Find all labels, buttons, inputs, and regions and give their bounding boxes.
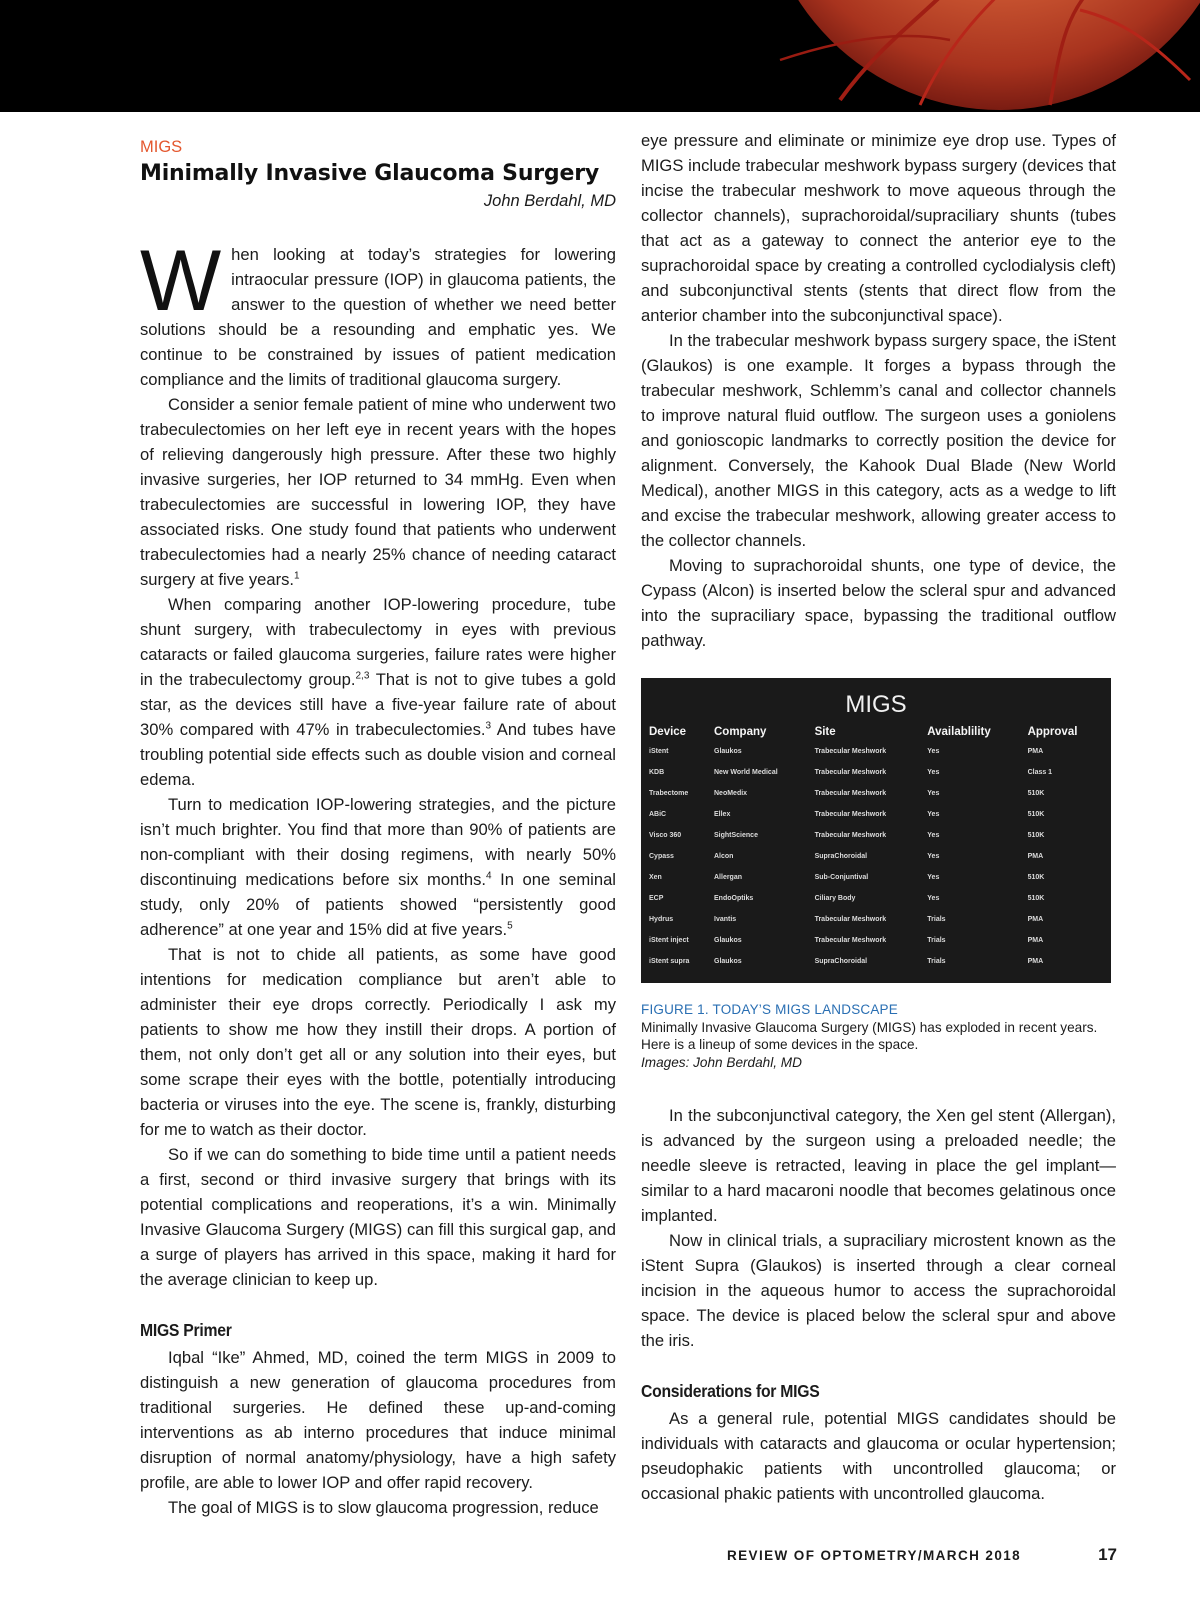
table-header-cell: Company [714, 726, 767, 738]
paragraph-intro [140, 233, 616, 392]
table-row [649, 783, 1107, 804]
migs-figure [641, 678, 1111, 983]
table-cell: Yes [927, 852, 940, 860]
caption-credit: Images: John Berdahl, MD [641, 1054, 802, 1070]
migs-table [649, 724, 1107, 972]
table-cell: Yes [927, 873, 940, 881]
paragraph: That is not to chide all patients, as some have good intentions for medication compliance but aren’t able to administer their eye drops correctly. Periodically I ask my patients to show me how they instill their drops. A portion of them, not only don’t get all or any solution into their eyes, but some scrape their eyes with the bottle, potentially introducing bacteria or viruses into the eye. The scene is, frankly, disturbing for me to watch as their doctor. [140, 945, 616, 1139]
table-cell: Trabecular Meshwork [814, 789, 887, 797]
table-cell: SupraChoroidal [814, 852, 868, 860]
footnote-ref: 1 [294, 570, 300, 582]
table-header-row [649, 724, 1107, 741]
table-cell: Ellex [714, 810, 731, 818]
table-cell: PMA [1027, 852, 1044, 860]
paragraph: In the trabecular meshwork bypass surgery space, the iStent (Glaukos) is one example. It forges a bypass through the trabecular meshwork, Schlemm’s canal and collector channels to improve natural fluid outflow. The surgeon uses a goniolens and gonioscopic landmarks to correctly position the device for alignment. Conversely, the Kahook Dual Blade (New World Medical), another MIGS in this category, acts as a wedge to lift and excise the trabecular meshwork, allowing greater access to the collector channels. [641, 331, 1116, 550]
paragraph [140, 792, 616, 942]
table-cell: 510K [1027, 789, 1045, 797]
table-row [649, 909, 1107, 930]
table-cell: ECP [649, 894, 664, 902]
table-cell: Yes [927, 768, 940, 776]
paragraph [140, 392, 616, 592]
paragraph-text: Consider a senior female patient of mine who underwent two trabeculectomies on her left eye in recent years with the hopes of relieving dangerously high pressure. After these two highly invasive surgeries, her IOP returned to 34 mmHg. Even when trabeculectomies are successful in lowering IOP, they have associated risks. One study found that patients who underwent trabeculectomies had a nearly 25% chance of needing cataract surgery at five years. [140, 395, 616, 589]
table-row [649, 762, 1107, 783]
table-row [649, 951, 1107, 972]
paragraph: The goal of MIGS is to slow glaucoma progression, reduce [168, 1498, 599, 1517]
table-cell: Glaukos [714, 957, 742, 965]
table-cell: Trabecular Meshwork [814, 915, 887, 923]
table-header-cell: Site [814, 726, 836, 738]
footnote-ref: 4 [486, 870, 492, 882]
table-body [649, 741, 1107, 972]
header-banner [0, 0, 1200, 112]
table-cell: Glaukos [714, 747, 742, 755]
left-column [140, 128, 616, 1520]
paragraph-text: Turn to medication IOP-lowering strategies, and the picture isn’t much brighter. You find that more than 90% of patients are non-compliant with their dosing regimens, with nearly 50% discontinuing medications before six months. [140, 795, 616, 889]
table-cell: Yes [927, 789, 940, 797]
table-cell: 510K [1027, 831, 1045, 839]
paragraph: So if we can do something to bide time until a patient needs a first, second or third invasive surgery that brings with its potential complications and reoperations, it’s a win. Minimally Invasive Glaucoma Surgery (MIGS) can fill this surgical gap, and a surge of players has arrived in this space, making it hard for the average clinician to keep up. [140, 1145, 616, 1289]
table-cell: Ivantis [714, 915, 737, 923]
table-cell: Xen [649, 873, 662, 881]
table-cell: New World Medical [714, 768, 778, 776]
table-cell: NeoMedix [714, 789, 748, 797]
table-cell: Trabecular Meshwork [814, 747, 887, 755]
paragraph: Moving to suprachoroidal shunts, one type of device, the Cypass (Alcon) is inserted below the scleral spur and advanced into the supraciliary space, bypassing the traditional outflow pathway. [641, 556, 1116, 650]
table-cell: Alcon [714, 852, 734, 860]
article-title: Minimally Invasive Glaucoma Surgery [140, 161, 599, 186]
table-row [649, 888, 1107, 909]
paragraph-intro-text: hen looking at today’s strategies for lowering intraocular pressure (IOP) in glaucoma patients, the answer to the question of whether we need better solutions should be a resounding and emphatic yes. We continue to be constrained by issues of patient medication compliance and the limits of traditional glaucoma surgery. [140, 245, 616, 389]
table-cell: 510K [1027, 810, 1045, 818]
table-cell: iStent [649, 747, 669, 755]
table-cell: Yes [927, 810, 940, 818]
table-cell: EndoOptiks [714, 894, 754, 902]
table-row [649, 930, 1107, 951]
table-header-cell: Approval [1027, 726, 1078, 738]
table-cell: Allergan [714, 873, 743, 881]
table-cell: PMA [1027, 957, 1044, 965]
paragraph: eye pressure and eliminate or minimize eye drop use. Types of MIGS include trabecular meshwork bypass surgery (devices that incise the trabecular meshwork to move aqueous through the collector channels), suprachoroidal/supraciliary shunts (tubes that act as a gateway to connect the anterior eye to the suprachoroidal space by creating a controlled cyclodialysis cleft) and subconjunctival stents (stents that direct flow from the anterior chamber into the subconjunctival space). [641, 131, 1116, 325]
table-cell: iStent inject [649, 936, 689, 944]
page-number: 17 [1098, 1545, 1117, 1564]
table-row [649, 825, 1107, 846]
table-cell: SightScience [714, 831, 758, 839]
footnote-ref: 3 [485, 720, 492, 732]
table-cell: Trabectome [649, 789, 689, 797]
table-cell: Trabecular Meshwork [814, 831, 887, 839]
caption-heading: FIGURE 1. TODAY’S MIGS LANDSCAPE [641, 1002, 898, 1017]
table-cell: Hydrus [649, 915, 674, 923]
paragraph: Iqbal “Ike” Ahmed, MD, coined the term MIGS in 2009 to distinguish a new generation of glaucoma procedures from traditional surgeries. He defined these up-and-coming interventions as ab interno procedures that induce minimal disruption of normal anatomy/physiology, have a high safety profile, are able to lower IOP and offer rapid recovery. [140, 1348, 616, 1492]
paragraph [140, 592, 616, 792]
table-row [649, 741, 1107, 762]
table-cell: Trabecular Meshwork [814, 768, 887, 776]
subhead-migs-primer: MIGS Primer [140, 1320, 232, 1340]
subhead-considerations: Considerations for MIGS [641, 1381, 820, 1401]
table-cell: 510K [1027, 894, 1045, 902]
table-header-cell: Device [649, 726, 687, 738]
table-cell: Trials [927, 957, 946, 965]
table-cell: Yes [927, 831, 940, 839]
table-cell: 510K [1027, 873, 1045, 881]
table-cell: Yes [927, 747, 940, 755]
caption-text: Minimally Invasive Glaucoma Surgery (MIGS) has exploded in recent years. Here is a lineup of some devices in the space. [641, 1019, 1098, 1052]
table-cell: iStent supra [649, 957, 690, 965]
table-cell: ABiC [649, 810, 667, 818]
paragraph-text: And tubes have troubling potential side effects such as double vision and corneal edema. [140, 720, 616, 789]
table-header-cell: Availablility [927, 726, 991, 738]
figure-title: MIGS [845, 691, 907, 718]
right-column [641, 128, 1116, 653]
table-cell: Glaukos [714, 936, 742, 944]
paragraph: Now in clinical trials, a supraciliary microstent known as the iStent Supra (Glaukos) is inserted through a clear corneal incision in the aqueous humor to access the suprachoroidal space. The device is placed below the scleral spur and above the iris. [641, 1231, 1116, 1350]
right-column-lower [641, 1103, 1116, 1506]
table-cell: Trabecular Meshwork [814, 810, 887, 818]
paragraph: In the subconjunctival category, the Xen gel stent (Allergan), is advanced by the surgeon using a preloaded needle; the needle sleeve is retracted, leaving in place the gel implant—similar to a hard macaroni noodle that becomes gelatinous once implanted. [641, 1106, 1116, 1225]
table-cell: Ciliary Body [814, 894, 856, 902]
figure-caption [641, 1001, 1121, 1071]
table-cell: Sub-Conjuntival [814, 873, 869, 881]
journal-issue: REVIEW OF OPTOMETRY/MARCH 2018 [727, 1548, 1022, 1563]
table-row [649, 846, 1107, 867]
footnote-ref: 2,3 [355, 670, 370, 682]
footnote-ref: 5 [507, 920, 513, 932]
table-cell: Trials [927, 936, 946, 944]
table-cell: Trabecular Meshwork [814, 936, 887, 944]
table-cell: PMA [1027, 936, 1044, 944]
table-cell: KDB [649, 768, 665, 776]
paragraph-text: When comparing another IOP-lowering procedure, tube shunt surgery, with trabeculectomy in eyes with previous cataracts or failed glaucoma surgeries, failure rates were higher in the trabeculectomy group. [140, 595, 616, 689]
section-kicker: MIGS [140, 138, 183, 156]
paragraph-text: In one seminal study, only 20% of patients showed “persistently good adherence” at one year and 15% did at five years. [140, 870, 616, 939]
table-cell: Trials [927, 915, 946, 923]
table-cell: PMA [1027, 915, 1044, 923]
table-cell: PMA [1027, 747, 1044, 755]
retina-photo [720, 0, 1200, 112]
article-author: John Berdahl, MD [483, 192, 616, 210]
table-cell: Visco 360 [649, 831, 682, 839]
paragraph: As a general rule, potential MIGS candidates should be individuals with cataracts and glaucoma or ocular hypertension; pseudophakic patients with uncontrolled glaucoma; or occasional phakic patients with uncontrolled glaucoma. [641, 1409, 1116, 1503]
paragraph-text: That is not to give tubes a gold star, as the devices still have a five-year failure rate of about 30% compared with 47% in trabeculectomies. [140, 670, 617, 739]
table-row [649, 804, 1107, 825]
table-cell: Yes [927, 894, 940, 902]
table-cell: Class 1 [1027, 768, 1053, 776]
table-cell: Cypass [649, 852, 674, 860]
table-cell: SupraChoroidal [814, 957, 868, 965]
table-row [649, 867, 1107, 888]
drop-cap: W [140, 233, 222, 329]
